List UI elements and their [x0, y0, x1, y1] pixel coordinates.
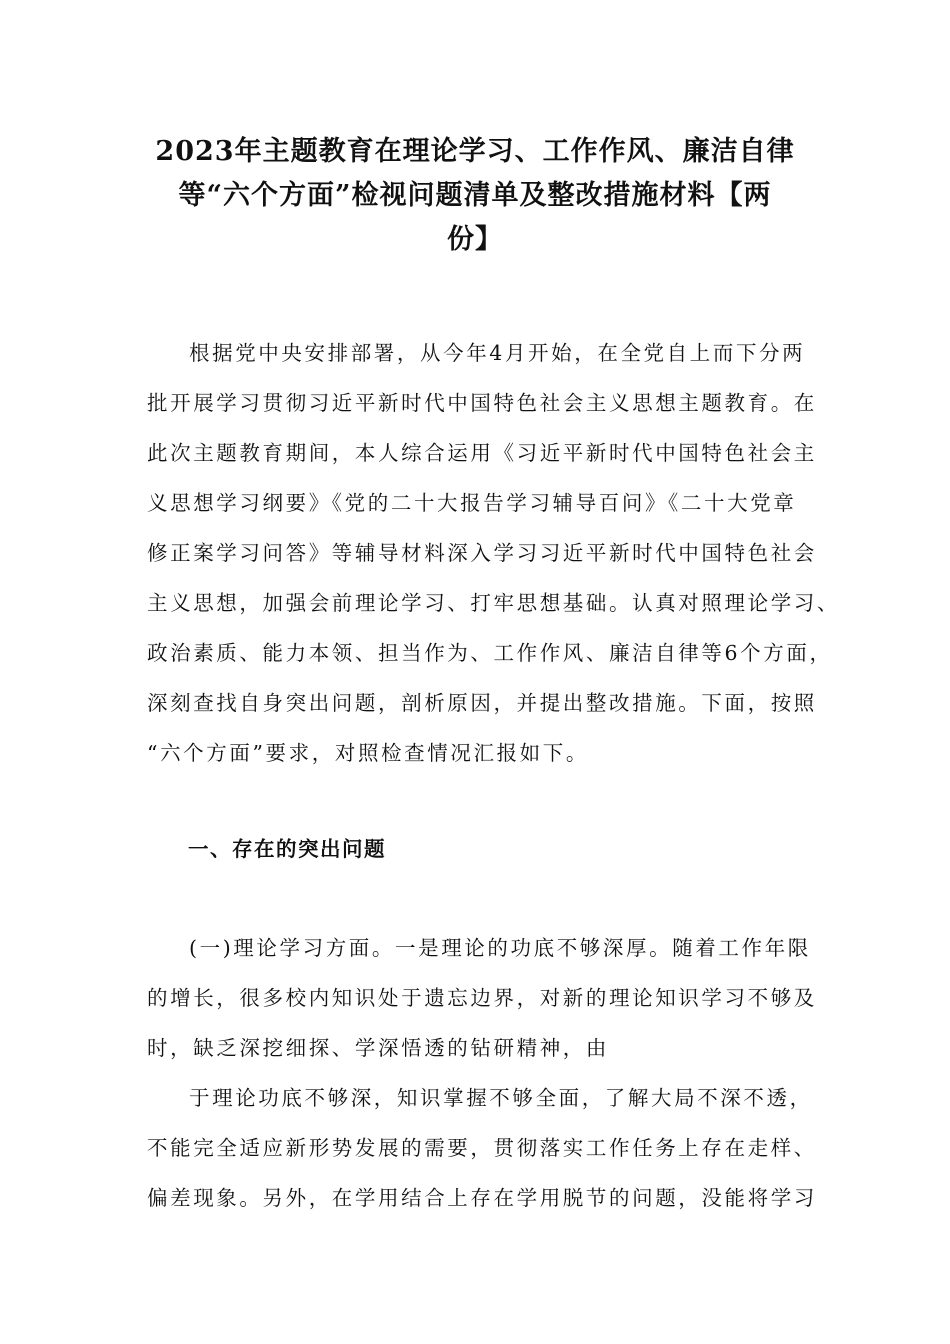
paragraph-line: 于理论功底不够深，知识掌握不够全面，了解大局不深不透， — [189, 1086, 813, 1110]
paragraph-line: 时，缺乏深挖细探、学深悟透的钻研精神，由 — [147, 1036, 609, 1060]
theory-paragraph — [147, 923, 817, 1073]
paragraph-line: 偏差现象。另外，在学用结合上存在学用脱节的问题，没能将学习 — [147, 1186, 817, 1210]
paragraph-line: 主义思想，加强会前理论学习、打牢思想基础。认真对照理论学习、 — [147, 591, 840, 615]
paragraph-line: 深刻查找自身突出问题，剖析原因，并提出整改措施。下面，按照 — [147, 691, 817, 715]
paragraph-line: 修正案学习问答》等辅导材料深入学习习近平新时代中国特色社会 — [147, 541, 817, 565]
paragraph-line: 不能完全适应新形势发展的需要，贯彻落实工作任务上存在走样、 — [147, 1136, 817, 1160]
paragraph-line: 义思想学习纲要》《党的二十大报告学习辅导百问》《二十大党章 — [147, 491, 797, 515]
paragraph-line: 政治素质、能力本领、担当作为、工作作风、廉洁自律等6个方面， — [147, 641, 833, 665]
paragraph-line: 根据党中央安排部署，从今年4月开始，在全党自上而下分两 — [189, 341, 806, 365]
paragraph-line: “六个方面”要求，对照检查情况汇报如下。 — [147, 741, 589, 765]
paragraph-line: 的增长，很多校内知识处于遗忘边界，对新的理论知识学习不够及 — [147, 986, 817, 1010]
title-line: 份】 — [447, 224, 503, 255]
title-line: 2023年主题教育在理论学习、工作作风、廉洁自律 — [155, 136, 795, 167]
paragraph-line: 此次主题教育期间，本人综合运用《习近平新时代中国特色社会主 — [147, 441, 817, 465]
title-line: 等“六个方面”检视问题清单及整改措施材料【两 — [178, 180, 772, 211]
document-title — [140, 130, 810, 262]
section-heading: 一、存在的突出问题 — [188, 837, 386, 861]
continuation-paragraph — [147, 1073, 817, 1223]
paragraph-line: 批开展学习贯彻习近平新时代中国特色社会主义思想主题教育。在 — [147, 391, 817, 415]
paragraph-line: (一)理论学习方面。一是理论的功底不够深厚。随着工作年限 — [189, 936, 811, 960]
intro-paragraph — [147, 328, 840, 778]
